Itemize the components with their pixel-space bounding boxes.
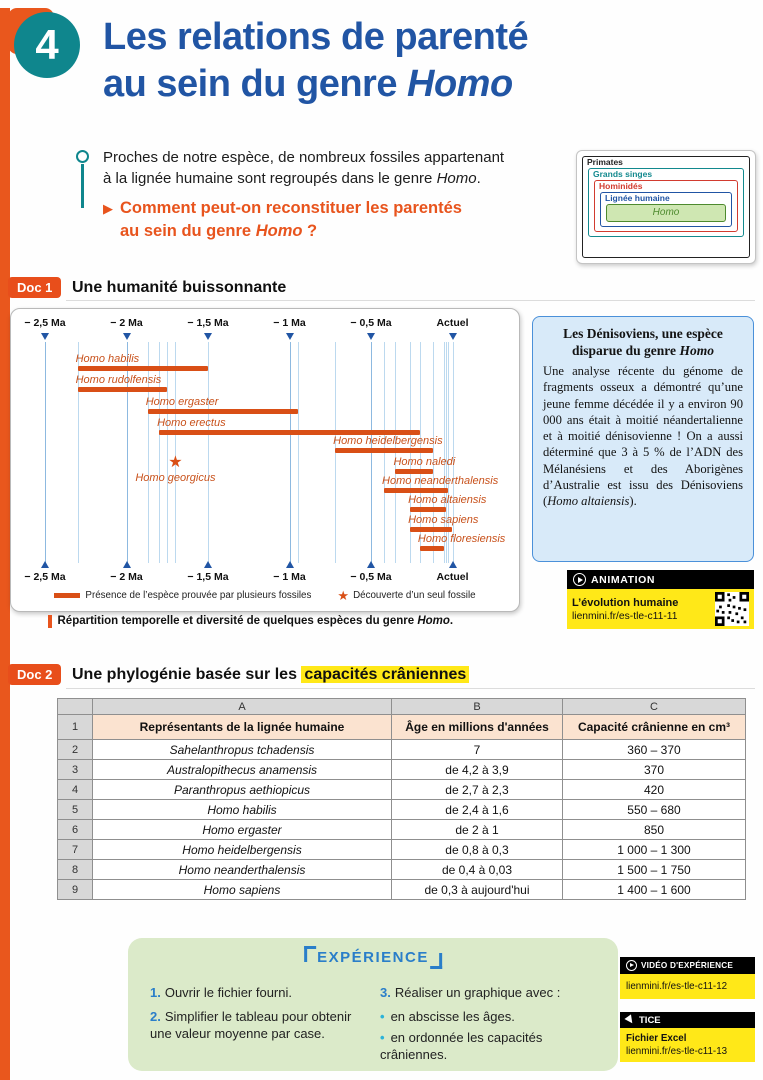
species-label: Homo erectus <box>157 417 226 429</box>
axis-label-top: Actuel <box>436 317 469 329</box>
arrow-icon: ▶ <box>103 201 113 216</box>
tice-header <box>620 1012 755 1028</box>
range-gridline <box>298 342 299 563</box>
bullet-1-text: en abscisse les âges. <box>390 1009 515 1024</box>
spreadsheet <box>57 698 746 900</box>
capacity-cell: 550 – 680 <box>563 800 746 820</box>
denisoviens-body <box>543 363 743 510</box>
row-number: 3 <box>58 760 93 780</box>
tice-header-label: TICE <box>639 1014 661 1026</box>
species-label: Homo floresiensis <box>417 533 506 545</box>
axis-label-bottom: − 2 Ma <box>110 571 143 583</box>
experience-steps-left <box>150 984 362 1049</box>
animation-header-label: ANIMATION <box>591 573 656 586</box>
axis-label-bottom: Actuel <box>436 571 469 583</box>
range-gridline <box>208 342 209 563</box>
capacity-cell: 360 – 370 <box>563 740 746 760</box>
doc2-title <box>72 666 469 684</box>
age-cell: de 2,7 à 2,3 <box>392 780 563 800</box>
chart-legend <box>11 589 519 602</box>
title-line1: Les relations de parenté <box>103 16 529 58</box>
intro-line2-post: . <box>476 170 481 187</box>
capacity-cell: 1 000 – 1 300 <box>563 840 746 860</box>
species-cell: Paranthropus aethiopicus <box>93 780 392 800</box>
axis-label-top: − 2,5 Ma <box>24 317 66 329</box>
age-cell: de 2,4 à 1,6 <box>392 800 563 820</box>
row-number: 5 <box>58 800 93 820</box>
axis-label-top: − 1 Ma <box>273 317 306 329</box>
axis-tick-icon <box>41 561 49 568</box>
chapter-number-badge <box>14 12 80 78</box>
row-number: 1 <box>58 715 93 740</box>
table-row <box>58 780 746 800</box>
intro-line2: à la lignée humaine sont regroupés dans le genre <box>103 170 437 187</box>
bullet-2-text: en ordonnée les capacités crâniennes. <box>380 1030 543 1062</box>
denis-body-pre: Une analyse récente du génome de fragments osseux a démontré qu’une jeune femme décédée il y a environ 90 000 ans était à moitié néandertalienne et à moitié dénisovienne ! On a aussi déterminé que 3 à 5 % de l’ADN des Mélanésiens et des Aborigènes d’Australie est issu des Dénisoviens ( <box>543 364 743 509</box>
animation-box <box>567 570 754 629</box>
doc1-divider <box>66 300 755 301</box>
group-hominides <box>594 180 738 232</box>
axis-tick-icon <box>41 333 49 340</box>
table-row <box>58 800 746 820</box>
table-row <box>58 860 746 880</box>
capacity-cell: 1 400 – 1 600 <box>563 880 746 900</box>
axis-tick-icon <box>367 561 375 568</box>
row-number: 4 <box>58 780 93 800</box>
doc2-badge: Doc 2 <box>8 664 61 685</box>
group-primates <box>582 156 750 258</box>
legend-star-label: Découverte d’un seul fossile <box>353 590 476 601</box>
intro-bullet-icon <box>76 150 89 163</box>
group-grands-singes-label: Grands singes <box>593 169 653 179</box>
group-homo-label: Homo <box>652 207 680 218</box>
intro-connector-line <box>81 164 84 208</box>
species-range-bar <box>78 387 168 392</box>
denisoviens-title <box>543 325 743 359</box>
species-range-bar <box>335 448 433 453</box>
axis-gridline <box>290 342 291 563</box>
axis-label-top: − 2 Ma <box>110 317 143 329</box>
age-cell: 7 <box>392 740 563 760</box>
axis-tick-icon <box>204 333 212 340</box>
legend-item-star <box>337 589 475 602</box>
species-label: Homo rudolfensis <box>75 374 162 386</box>
denis-title-italic: Homo <box>679 343 714 358</box>
bullet-1 <box>380 1008 608 1025</box>
axis-tick-icon <box>367 333 375 340</box>
video-box <box>620 957 755 999</box>
species-range-bar <box>410 507 446 512</box>
axis-label-bottom: − 1,5 Ma <box>187 571 229 583</box>
caption-text <box>58 615 454 627</box>
chapter-number: 4 <box>35 21 59 68</box>
species-range-bar <box>420 546 444 551</box>
question-line1: Comment peut-on reconstituer les parentés <box>120 199 462 217</box>
group-lignee-humaine <box>600 192 732 227</box>
age-cell: de 2 à 1 <box>392 820 563 840</box>
qr-code-icon <box>715 592 749 626</box>
species-label: Homo ergaster <box>145 396 219 408</box>
animation-title: L’évolution humaine <box>572 596 679 609</box>
step-2-text: Simplifier le tableau pour obtenir une valeur moyenne par case. <box>150 1009 352 1041</box>
species-cell: Homo sapiens <box>93 880 392 900</box>
capacity-cell: 420 <box>563 780 746 800</box>
row-number: 9 <box>58 880 93 900</box>
legend-item-bar <box>54 590 311 601</box>
column-letter: A <box>93 699 392 715</box>
step-3-number: 3. <box>380 985 391 1000</box>
tice-file-label: Fichier Excel <box>626 1033 687 1044</box>
table-row <box>58 715 746 740</box>
play-icon <box>573 573 586 586</box>
timeline-plot <box>11 309 519 611</box>
intro-line1: Proches de notre espèce, de nombreux fossiles appartenant <box>103 149 505 166</box>
caption-accent-bar <box>48 615 52 628</box>
species-range-bar <box>384 488 448 493</box>
axis-label-bottom: − 1 Ma <box>273 571 306 583</box>
table-row <box>58 820 746 840</box>
species-label: Homo habilis <box>75 353 140 365</box>
bullet-icon: • <box>380 1009 385 1024</box>
classification-diagram <box>576 150 756 264</box>
step-2-number: 2. <box>150 1009 161 1024</box>
group-grands-singes <box>588 168 744 237</box>
video-header-label: VIDÉO D'EXPÉRIENCE <box>641 961 733 970</box>
step-2 <box>150 1008 362 1042</box>
left-accent-strip <box>0 8 10 1080</box>
species-range-bar <box>148 409 298 414</box>
bar-swatch-icon <box>54 593 80 598</box>
range-gridline <box>167 342 168 563</box>
age-cell: de 4,2 à 3,9 <box>392 760 563 780</box>
fossil-gridline <box>175 342 176 563</box>
animation-header <box>567 570 754 589</box>
species-label: Homo sapiens <box>408 514 479 526</box>
species-label: Homo neanderthalensis <box>382 475 499 487</box>
age-cell: de 0,4 à 0,03 <box>392 860 563 880</box>
axis-tick-icon <box>123 561 131 568</box>
question-line2: au sein du genre <box>120 222 256 240</box>
row-number: 7 <box>58 840 93 860</box>
step-3-text: Réaliser un graphique avec : <box>394 985 561 1000</box>
denis-title-line1: Les Dénisoviens, une espèce <box>563 326 723 341</box>
species-cell: Sahelanthropus tchadensis <box>93 740 392 760</box>
axis-label-top: − 0,5 Ma <box>350 317 392 329</box>
legend-bar-label: Présence de l’espèce prouvée par plusieurs fossiles <box>85 590 312 601</box>
header-cell: Représentants de la lignée humaine <box>93 715 392 740</box>
axis-gridline <box>45 342 46 563</box>
question-text <box>120 197 462 243</box>
title-line2: au sein du genre <box>103 63 408 105</box>
axis-label-bottom: − 0,5 Ma <box>350 571 392 583</box>
axis-tick-icon <box>204 561 212 568</box>
species-label: Homo naledi <box>393 456 456 468</box>
caption-post: . <box>449 615 454 627</box>
column-letter: C <box>563 699 746 715</box>
question-line2-post: ? <box>302 222 318 240</box>
intro-text <box>103 147 504 189</box>
video-header <box>620 957 755 974</box>
group-primates-label: Primates <box>587 157 623 167</box>
caption-italic: Homo <box>417 615 450 627</box>
page-title <box>103 14 528 108</box>
experience-title: EXPÉRIENCE <box>304 946 442 969</box>
experience-box <box>128 938 618 1071</box>
bullet-2 <box>380 1029 608 1063</box>
axis-label-top: − 1,5 Ma <box>187 317 229 329</box>
axis-tick-icon <box>449 333 457 340</box>
experience-steps-right <box>380 984 608 1063</box>
capacity-cell: 1 500 – 1 750 <box>563 860 746 880</box>
table-row <box>58 760 746 780</box>
title-line2-italic: Homo <box>407 63 513 105</box>
caption-pre: Répartition temporelle et diversité de quelques espèces du genre <box>57 615 418 627</box>
star-icon: ★ <box>337 588 350 603</box>
step-1-number: 1. <box>150 985 161 1000</box>
doc1-caption <box>48 615 453 628</box>
animation-text <box>572 596 678 623</box>
doc2-title-pre: Une phylogénie basée sur les <box>72 666 302 683</box>
species-cell: Homo ergaster <box>93 820 392 840</box>
row-number: 6 <box>58 820 93 840</box>
cranial-table <box>57 698 746 900</box>
doc1-timeline-chart <box>10 308 520 612</box>
axis-tick-icon <box>286 333 294 340</box>
axis-tick-icon <box>123 333 131 340</box>
tice-link: lienmini.fr/es-tle-c11-13 <box>626 1046 728 1057</box>
species-cell: Australopithecus anamensis <box>93 760 392 780</box>
species-range-bar <box>395 469 432 474</box>
play-icon <box>626 960 637 971</box>
axis-tick-icon <box>286 561 294 568</box>
group-lignee-humaine-label: Lignée humaine <box>605 193 670 203</box>
capacity-cell: 370 <box>563 760 746 780</box>
table-row <box>58 880 746 900</box>
single-fossil-star-icon: ★ <box>168 454 183 471</box>
header-cell: Capacité crânienne en cm³ <box>563 715 746 740</box>
header-cell: Âge en millions d'années <box>392 715 563 740</box>
age-cell: de 0,3 à aujourd'hui <box>392 880 563 900</box>
range-gridline <box>453 342 454 563</box>
table-row <box>58 699 746 715</box>
intro-line2-italic: Homo <box>436 170 477 187</box>
video-link: lienmini.fr/es-tle-c11-12 <box>620 974 755 999</box>
species-label: Homo heidelbergensis <box>333 435 443 447</box>
table-row <box>58 740 746 760</box>
doc1-badge: Doc 1 <box>8 277 61 298</box>
denis-body-post: ). <box>629 494 637 509</box>
denis-title-line2: disparue du genre <box>572 343 680 358</box>
guiding-question <box>103 197 462 243</box>
question-line2-italic: Homo <box>255 222 303 240</box>
group-hominides-label: Hominidés <box>599 181 643 191</box>
step-3 <box>380 984 608 1001</box>
denisoviens-info-box <box>532 316 754 562</box>
doc2-divider <box>66 688 755 689</box>
species-label: Homo altaiensis <box>408 494 487 506</box>
tice-body <box>620 1028 755 1062</box>
group-homo <box>606 204 726 222</box>
row-number: 2 <box>58 740 93 760</box>
bullet-icon: • <box>380 1030 385 1045</box>
step-1-text: Ouvrir le fichier fourni. <box>164 985 292 1000</box>
cursor-icon <box>624 1014 635 1025</box>
species-range-bar <box>410 527 452 532</box>
row-number: 8 <box>58 860 93 880</box>
species-range-bar <box>78 366 208 371</box>
animation-link: lienmini.fr/es-tle-c11-11 <box>572 610 678 622</box>
species-cell: Homo habilis <box>93 800 392 820</box>
capacity-cell: 850 <box>563 820 746 840</box>
species-cell: Homo heidelbergensis <box>93 840 392 860</box>
species-label: Homo georgicus <box>135 472 216 484</box>
table-row <box>58 840 746 860</box>
tice-box <box>620 1012 755 1062</box>
age-cell: de 0,8 à 0,3 <box>392 840 563 860</box>
corner-cell <box>58 699 93 715</box>
doc2-title-highlight: capacités crâniennes <box>301 666 469 683</box>
doc1-title: Une humanité buissonnante <box>72 279 287 296</box>
column-letter: B <box>392 699 563 715</box>
animation-body <box>567 589 754 629</box>
denis-body-italic: Homo altaiensis <box>547 494 630 509</box>
species-cell: Homo neanderthalensis <box>93 860 392 880</box>
step-1 <box>150 984 362 1001</box>
axis-tick-icon <box>449 561 457 568</box>
axis-label-bottom: − 2,5 Ma <box>24 571 66 583</box>
